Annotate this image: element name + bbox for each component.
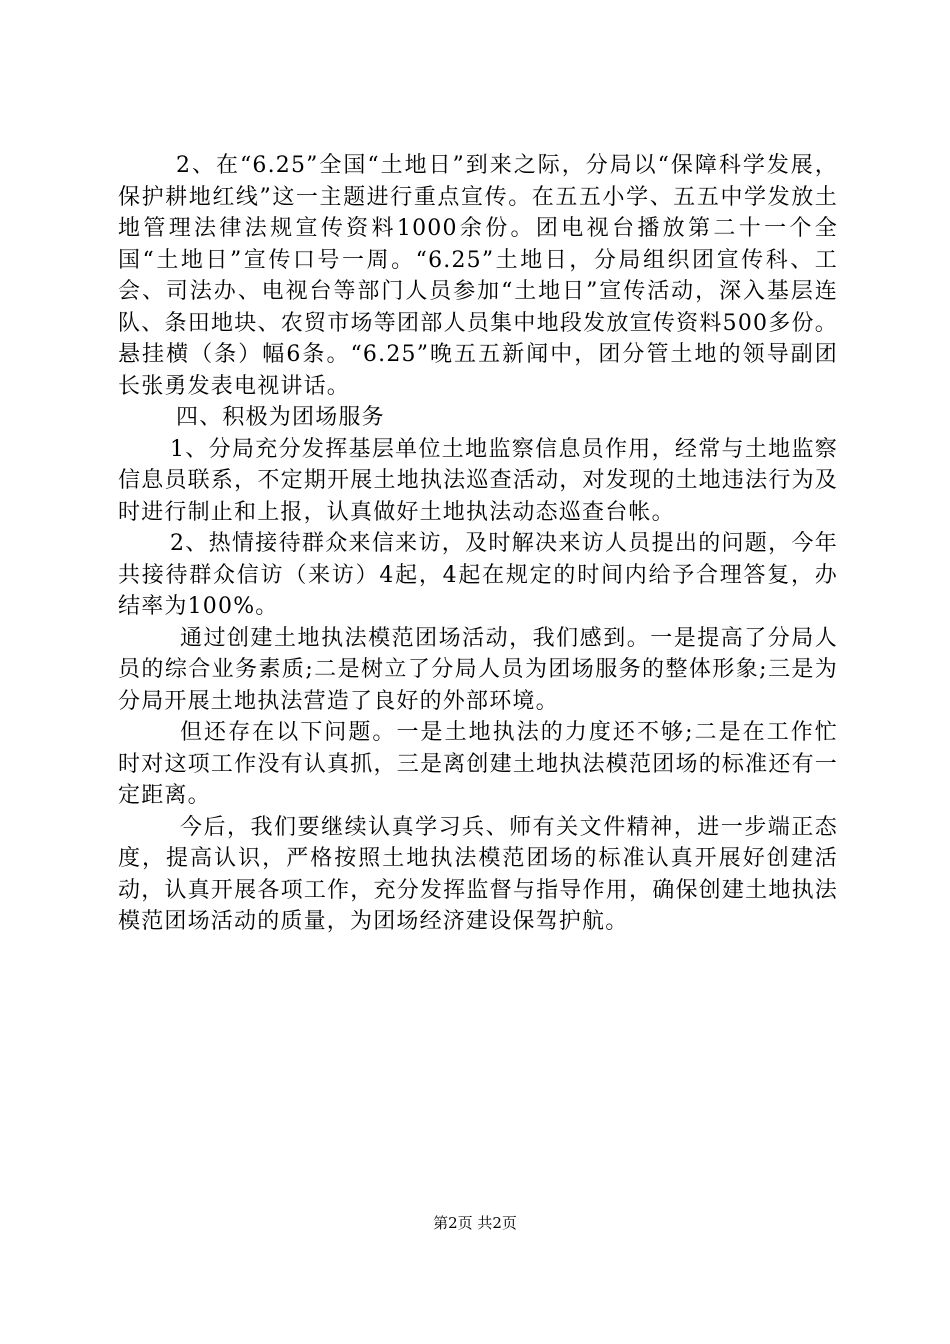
paragraph-problems: 但还存在以下问题。一是土地执法的力度还不够;二是在工作忙时对这项工作没有认真抓，三是离创建土地执法模范团场的标准还有一定距离。 <box>118 720 838 808</box>
paragraph-petitions: 2、热情接待群众来信来访，及时解决来访人员提出的问题，今年共接待群众信访（来访）4起，4起在规定的时间内给予合理答复，办结率为100%。 <box>118 531 838 619</box>
paragraph-future-plans: 今后，我们要继续认真学习兵、师有关文件精神，进一步端正态度，提高认识，严格按照土地执法模范团场的标准认真开展好创建活动，认真开展各项工作，充分发挥监督与指导作用，确保创建土地执法模范团场活动的质量，为团场经济建设保驾护航。 <box>118 814 838 934</box>
paragraph-land-day-publicity: 2、在“6.25”全国“土地日”到来之际，分局以“保障科学发展，保护耕地红线”这一主题进行重点宣传。在五五小学、五五中学发放土地管理法律法规宣传资料1000余份。团电视台播放第二十一个全国“土地日”宣传口号一周。“6.25”土地日，分局组织团宣传科、工会、司法办、电视台等部门人员参加“土地日”宣传活动，深入基层连队、条田地块、农贸市场等团部人员集中地段发放宣传资料500多份。悬挂横（条）幅6条。“6.25”晚五五新闻中，团分管土地的领导副团长张勇发表电视讲话。 <box>118 153 838 399</box>
page-number-footer: 第2页 共2页 <box>433 1214 517 1232</box>
document-body <box>118 150 838 938</box>
section-heading-serve-regiment: 四、积极为团场服务 <box>176 405 385 430</box>
paragraph-conclusions: 通过创建土地执法模范团场活动，我们感到。一是提高了分局人员的综合业务素质;二是树立了分局人员为团场服务的整体形象;三是为分局开展土地执法营造了良好的外部环境。 <box>118 625 838 714</box>
paragraph-land-inspectors: 1、分局充分发挥基层单位土地监察信息员作用，经常与土地监察信息员联系，不定期开展土地执法巡查活动，对发现的土地违法行为及时进行制止和上报，认真做好土地执法动态巡查台帐。 <box>118 436 838 525</box>
